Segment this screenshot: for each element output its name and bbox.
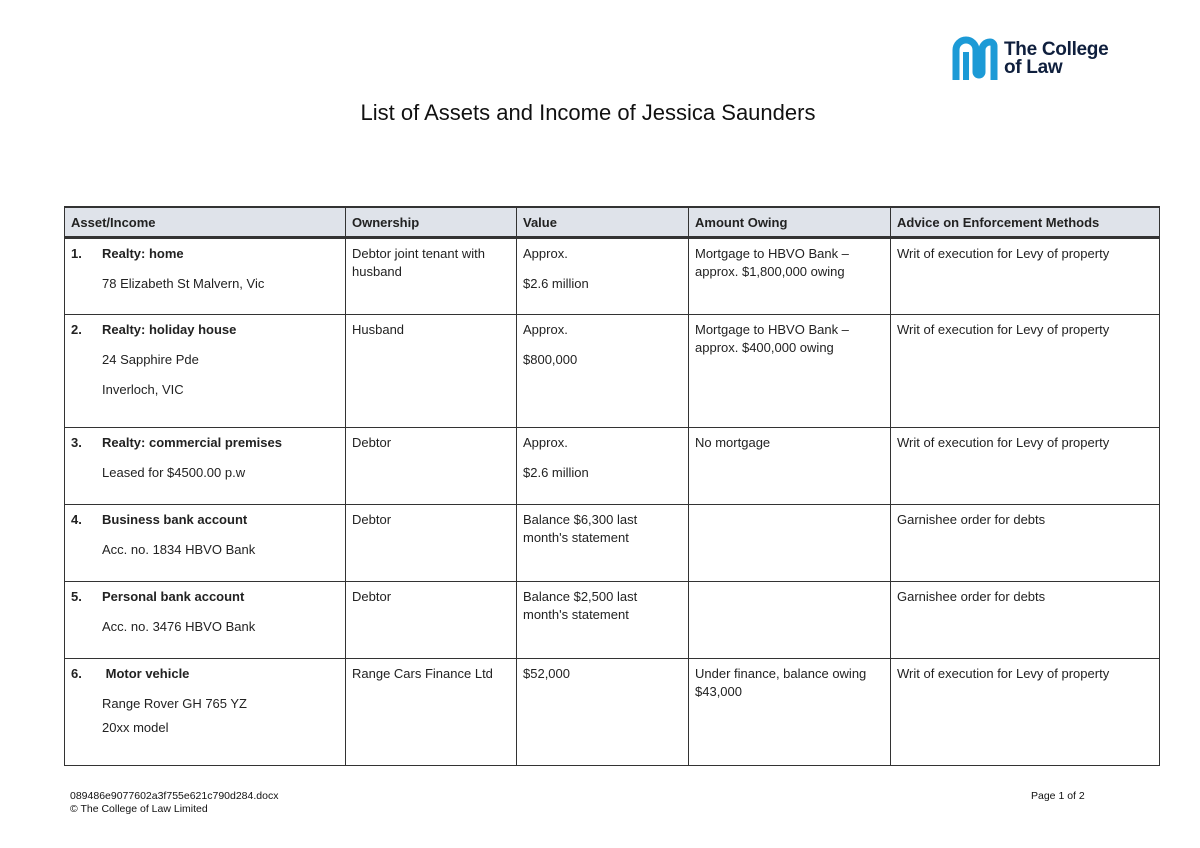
value-line: $2.6 million: [523, 465, 589, 480]
owing-cell: Mortgage to HBVO Bank – approx. $400,000 owing: [689, 315, 891, 428]
asset-detail: Acc. no. 1834 HBVO Bank: [102, 542, 256, 557]
asset-detail: 20xx model: [102, 720, 169, 735]
asset-detail: Inverloch, VIC: [102, 382, 184, 397]
value-cell: [517, 659, 689, 766]
value-line: Approx.: [523, 322, 568, 337]
advice-cell: Writ of execution for Levy of property: [891, 428, 1160, 505]
table-row: [65, 582, 1160, 659]
college-logo: [952, 36, 1108, 82]
ownership-cell: Debtor: [346, 505, 517, 582]
asset-name: Personal bank account: [102, 589, 245, 604]
table-header-row: [65, 207, 1160, 238]
asset-detail: 24 Sapphire Pde: [102, 352, 199, 367]
document-title: List of Assets and Income of Jessica Saunders: [360, 100, 816, 125]
advice-cell: Garnishee order for debts: [891, 505, 1160, 582]
owing-cell: Mortgage to HBVO Bank – approx. $1,800,000 owing: [689, 238, 891, 315]
row-number: 1.: [71, 246, 82, 261]
asset-name: Business bank account: [102, 512, 248, 527]
logo-line-2: of Law: [1004, 57, 1063, 78]
asset-detail: Leased for $4500.00 p.w: [102, 465, 246, 480]
asset-detail: Range Rover GH 765 YZ: [102, 696, 247, 711]
value-line: Balance $6,300 last month's statement: [523, 512, 638, 545]
header-asset-income: Asset/Income: [65, 207, 346, 238]
value-line: Balance $2,500 last month's statement: [523, 589, 638, 622]
owing-cell: [689, 505, 891, 582]
college-of-law-logo-icon: [952, 36, 998, 82]
table-row: [65, 505, 1160, 582]
row-number: 6.: [71, 666, 82, 681]
header-ownership: Ownership: [346, 207, 517, 238]
advice-cell: Writ of execution for Levy of property: [891, 238, 1160, 315]
owing-cell: [689, 582, 891, 659]
ownership-cell: Debtor: [346, 582, 517, 659]
value-line: Approx.: [523, 435, 568, 450]
table-row: [65, 238, 1160, 315]
asset-name: Realty: home: [102, 246, 184, 261]
value-cell: [517, 582, 689, 659]
table-row: [65, 315, 1160, 428]
ownership-cell: Debtor joint tenant with husband: [346, 238, 517, 315]
header-amount-owing: Amount Owing: [689, 207, 891, 238]
asset-cell: [65, 428, 346, 505]
value-cell: [517, 238, 689, 315]
advice-cell: Writ of execution for Levy of property: [891, 315, 1160, 428]
advice-cell: Garnishee order for debts: [891, 582, 1160, 659]
advice-cell: Writ of execution for Levy of property: [891, 659, 1160, 766]
asset-cell: [65, 505, 346, 582]
asset-name: Realty: commercial premises: [102, 435, 282, 450]
asset-cell: [65, 315, 346, 428]
footer-copyright: © The College of Law Limited: [70, 803, 208, 815]
row-number: 3.: [71, 435, 82, 450]
header-value: Value: [517, 207, 689, 238]
asset-cell: [65, 238, 346, 315]
ownership-cell: Range Cars Finance Ltd: [346, 659, 517, 766]
ownership-cell: Debtor: [346, 428, 517, 505]
asset-detail: 78 Elizabeth St Malvern, Vic: [102, 276, 265, 291]
asset-detail: Acc. no. 3476 HBVO Bank: [102, 619, 256, 634]
value-line: Approx.: [523, 246, 568, 261]
value-cell: [517, 315, 689, 428]
logo-wordmark: [1004, 41, 1108, 77]
value-line: $52,000: [523, 666, 570, 681]
table-row: [65, 659, 1160, 766]
logo-line-1: The College: [1004, 39, 1109, 60]
footer-filename: 089486e9077602a3f755e621c790d284.docx: [70, 790, 279, 802]
value-cell: [517, 505, 689, 582]
asset-name: Realty: holiday house: [102, 322, 237, 337]
value-line: $2.6 million: [523, 276, 589, 291]
asset-cell: [65, 582, 346, 659]
document-footer: [70, 790, 278, 816]
table-row: [65, 428, 1160, 505]
row-number: 5.: [71, 589, 82, 604]
row-number: 4.: [71, 512, 82, 527]
value-line: $800,000: [523, 352, 578, 367]
row-number: 2.: [71, 322, 82, 337]
assets-table: [64, 206, 1160, 766]
ownership-cell: Husband: [346, 315, 517, 428]
asset-name: Motor vehicle: [102, 666, 190, 681]
owing-cell: No mortgage: [689, 428, 891, 505]
owing-cell: Under finance, balance owing $43,000: [689, 659, 891, 766]
asset-cell: [65, 659, 346, 766]
page-number: Page 1 of 2: [1031, 790, 1085, 802]
header-advice: Advice on Enforcement Methods: [891, 207, 1160, 238]
value-cell: [517, 428, 689, 505]
